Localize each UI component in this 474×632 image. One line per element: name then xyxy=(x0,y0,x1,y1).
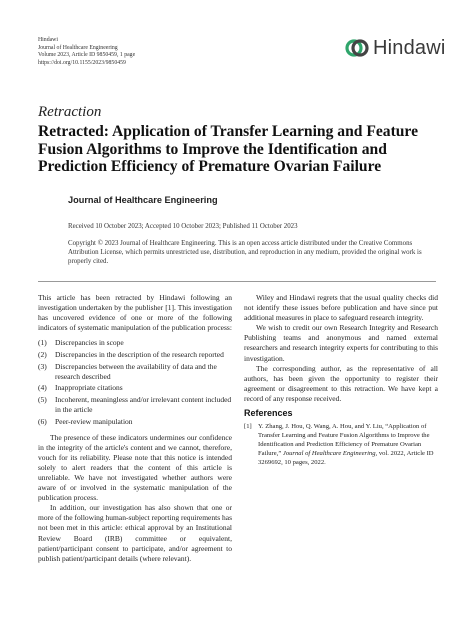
article-metadata xyxy=(38,37,135,67)
list-item xyxy=(38,417,232,427)
list-item xyxy=(38,350,232,360)
list-text: Incoherent, meaningless and/or irrelevant content included in the article xyxy=(55,394,232,414)
article-type-label: Retraction xyxy=(38,104,102,120)
list-text: Discrepancies in the description of the research reported xyxy=(55,349,224,359)
list-item xyxy=(38,362,232,382)
publication-dates: Received 10 October 2023; Accepted 10 October 2023; Published 11 October 2023 xyxy=(68,223,298,230)
credit-paragraph: We wish to credit our own Research Integrity and Research Publishing teams and anonymous and named external researchers and research integrity experts for contributing to this investigation. xyxy=(244,323,438,363)
regrets-paragraph: Wiley and Hindawi regrets that the usual quality checks did not identify these issues before publication and have since put additional measures in place to safeguard research integrity. xyxy=(244,293,438,323)
intro-paragraph: This article has been retracted by Hindawi following an investigation undertaken by the publisher [1]. This investigation has uncovered evidence of one or more of the following indicators of systematic manipulation of the publication process: xyxy=(38,293,232,333)
list-number: (5) xyxy=(38,394,47,404)
hindawi-logo xyxy=(345,36,446,60)
addition-paragraph: In addition, our investigation has also shown that one or more of the following human-subject reporting requirements has not been met in this article: ethical approval by an Institutional Review Board (IRB) committee or equivalent, patient/participant consent to participate, and/or agreement to publish patient/participant details (where relevant). xyxy=(38,503,232,563)
author-paragraph: The corresponding author, as the representative of all authors, has been given the opportunity to register their agreement or disagreement to this retraction. We have kept a record of any response received. xyxy=(244,363,438,403)
list-text: Discrepancies between the availability of data and the research described xyxy=(55,361,217,381)
journal-heading: Journal of Healthcare Engineering xyxy=(68,195,218,205)
list-number: (4) xyxy=(38,383,47,393)
list-item xyxy=(38,383,232,393)
reference-text xyxy=(258,423,438,468)
list-text: Peer-review manipulation xyxy=(55,416,133,426)
presence-paragraph: The presence of these indicators undermines our confidence in the integrity of the article's content and we cannot, therefore, vouch for its reliability. Please note that this notice is intended solely to alert readers that the content of this article is unreliable. We have not investigated whether authors were aware of or involved in the systematic manipulation of the publication process. xyxy=(38,432,232,503)
copyright-notice: Copyright © 2023 Journal of Healthcare Engineering. This is an open access article distributed under the Creative Commons Attribution License, which permits unrestricted use, distribution, and reproduction in any medium, provided the original work is properly cited. xyxy=(68,240,422,266)
reference-authors-title: Y. Zhang, J. Hou, Q. Wang, A. Hou, and Y. Liu, “Application of Transfer Learning and Feature Fusion Algorithms to Improve the Identification and Prediction Efficiency of Premature Ovarian Failure,” xyxy=(258,423,430,457)
list-number: (3) xyxy=(38,361,47,371)
right-column xyxy=(244,293,438,468)
list-text: Discrepancies in scope xyxy=(55,338,124,348)
list-item xyxy=(38,338,232,348)
left-column xyxy=(38,293,232,564)
list-number: (2) xyxy=(38,349,47,359)
publisher-name: Hindawi xyxy=(38,37,58,43)
reference-journal: Journal of Healthcare Engineering xyxy=(282,449,376,457)
section-divider xyxy=(38,281,436,282)
article-title: Retracted: Application of Transfer Learning and Feature Fusion Algorithms to Improve the Identification and Prediction Efficiency of Premature Ovarian Failure xyxy=(38,123,418,175)
list-number: (6) xyxy=(38,416,47,426)
list-text: Inappropriate citations xyxy=(55,383,123,393)
hindawi-logo-icon xyxy=(345,36,369,60)
volume-line: Volume 2023, Article ID 9850459, 1 page xyxy=(38,52,136,59)
reference-item xyxy=(244,423,438,468)
reference-details: , vol. 2022, Article ID 3269692, 10 pages, 2022. xyxy=(258,449,434,466)
references-heading: References xyxy=(244,408,293,419)
list-item xyxy=(38,395,232,415)
indicator-list xyxy=(38,338,232,426)
logo-wordmark: Hindawi xyxy=(373,36,446,59)
doi-link[interactable]: https://doi.org/10.1155/2023/9850459 xyxy=(38,59,126,66)
list-number: (1) xyxy=(38,338,47,348)
journal-name: Journal of Healthcare Engineering xyxy=(38,44,118,51)
reference-number: [1] xyxy=(244,423,252,431)
